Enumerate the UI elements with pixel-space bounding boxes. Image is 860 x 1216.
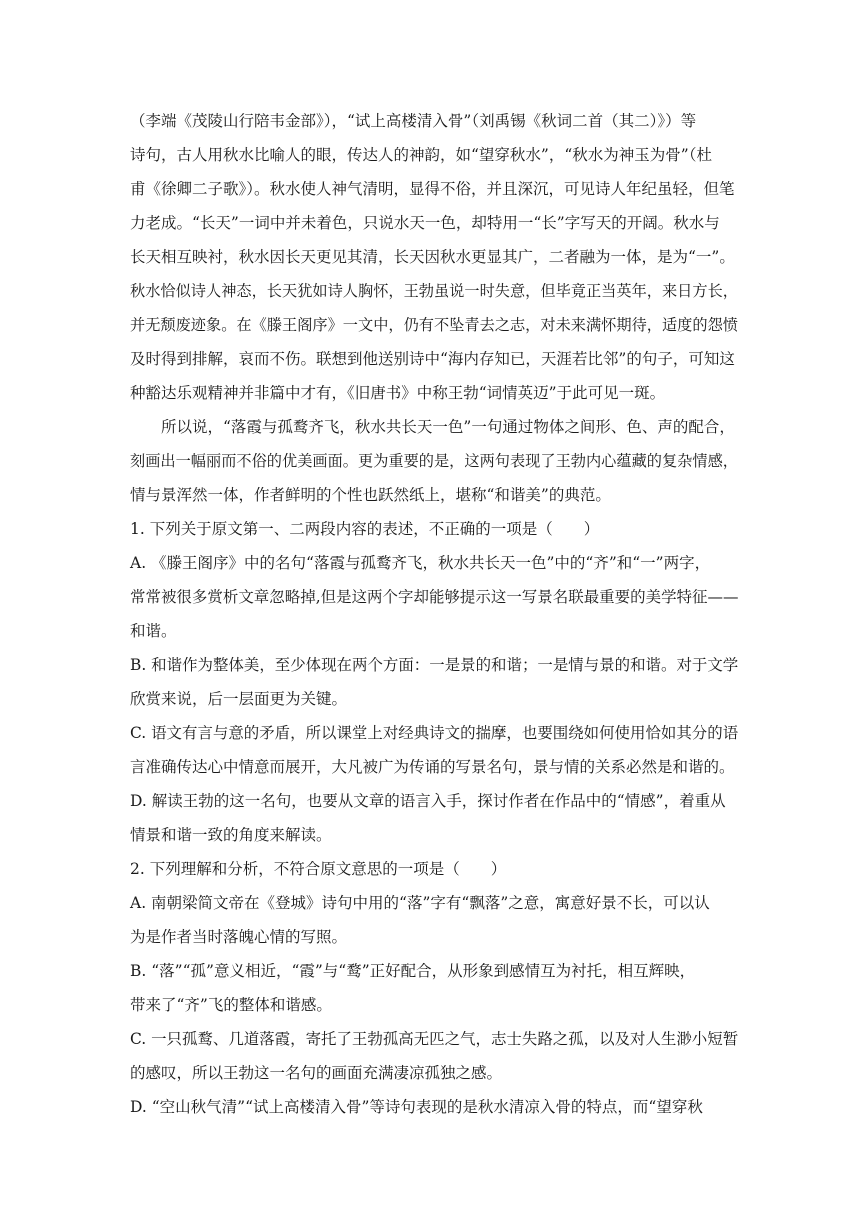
text-line: B. 和谐作为整体美，至少体现在两个方面：一是景的和谐；一是情与景的和谐。对于文学 [130,656,739,674]
question-1-option-b [130,648,738,716]
text-line: 情景和谐一致的角度来解读。 [130,826,332,844]
question-1-option-c [130,716,738,784]
text-line: 所以说，“落霞与孤鹜齐飞，秋水共长天一色”一句通过物体之间形、色、声的配合， [161,418,735,436]
text-line: 常常被很多赏析文章忽略掉,但是这两个字却能够提示这一写景名联最重要的美学特征—— [130,588,739,606]
question-1-option-a [130,546,738,648]
text-line: 刻画出一幅丽而不俗的优美画面。更为重要的是，这两句表现了王勃内心蕴藏的复杂情感， [130,452,738,470]
text-line: A. 《滕王阁序》中的名句“落霞与孤鹜齐飞，秋水共长天一色”中的“齐”和“一”两字， [130,554,711,572]
text-line: C. 语文有言与意的矛盾，所以课堂上对经典诗文的揣摩，也要围绕如何使用恰如其分的语 [130,724,739,742]
text-line: （李端《茂陵山行陪韦金部》），“试上高楼清入骨”（刘禹锡《秋词二首（其二）》）等 [130,112,697,130]
text-line: 力老成。“长天”一词中并未着色，只说水天一色，却特用一“长”字写天的开阔。秋水与 [130,214,720,232]
text-line: 2. 下列理解和分析，不符合原文意思的一项是（ ） [130,860,507,878]
text-line: 长天相互映衬，秋水因长天更见其清，长天因秋水更显其广，二者融为一体，是为“一”。 [130,248,735,266]
text-line: D. “空山秋气清”“试上高楼清入骨”等诗句表现的是秋水清凉入骨的特点，而“望穿秋 [130,1098,703,1116]
text-line: D. 解读王勃的这一名句，也要从文章的语言入手，探讨作者在作品中的“情感”，着重从 [130,792,726,810]
text-line: 言准确传达心中情意而展开，大凡被广为传诵的写景名句，景与情的关系必然是和谐的。 [130,758,735,776]
text-line: 1. 下列关于原文第一、二两段内容的表述，不正确的一项是（ ） [130,520,600,538]
text-line: C. 一只孤鹜、几道落霞，寄托了王勃孤高无匹之气，志士失路之孤，以及对人生渺小短暂 [130,1030,739,1048]
text-line: 甫《徐卿二子歌》）。秋水使人神气清明，显得不俗，并且深沉，可见诗人年纪虽轻，但笔 [130,180,735,198]
text-line: B. “落”“孤”意义相近，“霞”与“鹜”正好配合，从形象到感情互为衬托，相互辉映， [130,962,696,980]
passage-paragraph-conclusion [130,410,738,512]
question-2-option-b [130,954,738,1022]
text-line: A. 南朝梁简文帝在《登城》诗句中用的“落”字有“飘落”之意，寓意好景不长，可以认 [130,894,710,912]
text-line: 秋水恰似诗人神态，长天犹如诗人胸怀，王勃虽说一时失意，但毕竟正当英年，来日方长， [130,282,738,300]
text-line: 带来了“齐”飞的整体和谐感。 [130,996,332,1014]
question-2-stem [130,852,738,886]
text-line: 并无颓废迹象。在《滕王阁序》一文中，仍有不坠青去之志，对未来满怀期待，适度的怨愤 [130,316,738,334]
question-2-option-d [130,1090,738,1124]
text-line: 为是作者当时落魄心情的写照。 [130,928,348,946]
question-1-option-d [130,784,738,852]
text-line: 欣赏来说，后一层面更为关键。 [130,690,348,708]
question-2-option-c [130,1022,738,1090]
text-line: 诗句，古人用秋水比喻人的眼，传达人的神韵，如“望穿秋水”，“秋水为神玉为骨”（杜 [130,146,712,164]
text-line: 和谐。 [130,622,177,640]
text-line: 种豁达乐观精神并非篇中才有，《旧唐书》中称王勃“词情英迈”于此可见一斑。 [130,384,666,402]
question-2-option-a [130,886,738,954]
passage-paragraph-autumn-water [130,104,738,410]
question-1-stem [130,512,738,546]
text-line: 的感叹，所以王勃这一名句的画面充满凄凉孤独之感。 [130,1064,503,1082]
text-line: 及时得到排解，哀而不伤。联想到他送别诗中“海内存知已，天涯若比邻”的句子，可知这 [130,350,735,368]
text-line: 情与景浑然一体，作者鲜明的个性也跃然纸上，堪称“和谐美”的典范。 [130,486,611,504]
